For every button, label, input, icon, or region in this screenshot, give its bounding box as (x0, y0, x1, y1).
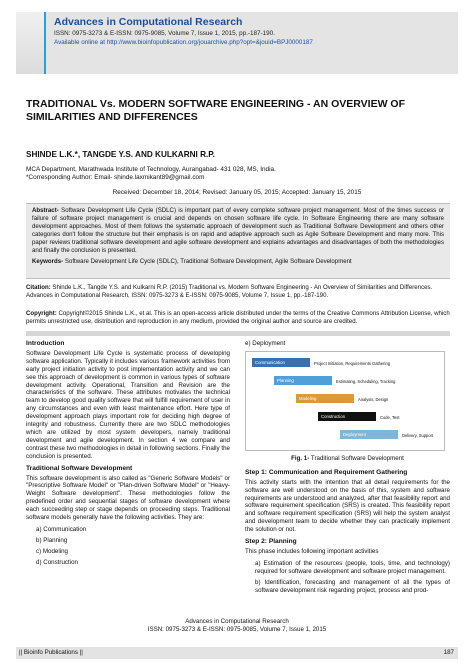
right-column (245, 340, 450, 598)
deployment-item: e) Deployment (245, 340, 286, 347)
waterfall-note: Estimating, Scheduling, Tracking (336, 378, 396, 384)
waterfall-step-deployment: Deployment (340, 430, 398, 439)
abstract-label: Abstract- (32, 207, 59, 214)
abstract-text: Software Development Life Cycle (SDLC) is important part of every complete software project management. Most of the times success or failure of software project management is crucial and depends on chosen software life cycle. In Software Engineering there are many software development approaches. Most of them follows the systematic approach of development such as Traditional Software Development and others other categories don't follow the structure but their emphasis is on rapid and adaptive approach such as Agile Software Development and many more. This paper reviews traditional software development and agile software development and explains advantages and disadvantages of both the methodologies and finally the conclusion is presented. (32, 207, 444, 254)
waterfall-step-modeling: Modeling (296, 394, 354, 403)
journal-online-link[interactable]: Available online at http://www.bioinfopublication.org/jouarchive.php?opt=&jouid=BPJ0000187 (54, 39, 313, 46)
activity-item: a) Communication (36, 525, 87, 533)
copyright-label: Copyright: (26, 310, 57, 317)
waterfall-note: Code, Test (380, 414, 400, 420)
waterfall-note: Delivery, Support (402, 432, 434, 438)
step2-item: b) Identification, forecasting and management of all the types of software development risk regarding project, process and prod- (255, 578, 450, 594)
figure-caption-text: Traditional Software Development (310, 454, 404, 462)
abstract-box (26, 203, 450, 279)
affiliation-line: MCA Department, Marathwada Institute of Technology, Aurangabad- 431 028, MS, India. (26, 166, 276, 173)
journal-issn: ISSN: 0975-3273 & E-ISSN: 0975-9085, Volume 7, Issue 1, 2015, pp.-187-190. (54, 30, 275, 37)
citation (26, 284, 450, 300)
banner-text (46, 12, 458, 74)
author-affiliation (26, 166, 276, 182)
keywords (32, 258, 444, 266)
traditional-text: This software development is also called as "Generic Software Models" or "Prescriptive Software Model" or "Plan-driven Software Model" or "Heavy-Weight Software development". These methodologies follow the predefined order and sequential stages of software development where each succeeding step or stage depends on proceeding steps. Traditional software models generally have the following activities. They are: (26, 474, 230, 522)
waterfall-figure (245, 351, 445, 451)
figure-caption-label: Fig. 1- (291, 454, 310, 462)
intro-text: Software Development Life Cycle is systematic process of developing software application. Typically it includes various framework activities from early project initiation activity to post implementation activity and we can see this approach of development is common in various types of software development activity. Operational, Transition and Revision are the characteristics of the software. These attributes motivates the technical team to develop good quality software that will fulfill requirement of user in any circumstances and even with least maintenance effort. Here type of development approach plays important role for deciding high degree of integrity and robustness. Currently there are two SDLC methodologies which are utilized by most system developers, namely traditional development and agile development. In section 4 we compare and contrast these two methodologies in detail in following sections. Finally the conclusion is presented. (26, 349, 230, 460)
keywords-label: Keywords- (32, 258, 64, 266)
footer-issn: ISSN: 0975-3273 & E-ISSN: 0975-9085, Volume 7, Issue 1, 2015 (147, 626, 327, 633)
banner-logo-strip (16, 12, 46, 74)
waterfall-step-construction: Construction (318, 412, 376, 421)
citation-label: Citation: (26, 284, 51, 291)
waterfall-note: Project Initiation, Requirements Gathering (314, 360, 391, 366)
keywords-text: Software Development Life Cycle (SDLC), Traditional Software Development, Agile Software Development (64, 258, 352, 266)
citation-text: Shinde L.K., Tangde Y.S. and Kulkarni R.P. (2015) Traditional vs. Modern Software Engineering - An Overview of Similarities and Differences. Advances in Computational Research, ISSN: 0975-3273 & E-ISSN: 0975-9085, Volume 7, Issue 1, pp.-187-190. (26, 284, 433, 299)
activity-item: d) Construction (36, 558, 78, 566)
waterfall-note: Analysis, Design (358, 396, 389, 402)
section-divider (26, 331, 450, 336)
article-title: TRADITIONAL Vs. MODERN SOFTWARE ENGINEERING - AN OVERVIEW OF SIMILARITIES AND DIFFERENCES (26, 98, 405, 123)
footer-journal: Advances in Computational Research (185, 618, 289, 625)
traditional-heading: Traditional Software Development (26, 464, 133, 472)
corresponding-author: *Corresponding Author: Email- shinde.laxmikant89@gmail.com (26, 174, 205, 181)
step2-item: a) Estimation of the resources (people, tools, time, and technology) required for software development and software project management. (255, 559, 450, 575)
intro-heading: Introduction (26, 340, 65, 347)
step2-intro: This phase includes following important activities (245, 547, 379, 555)
step2-heading: Step 2: Planning (245, 538, 297, 546)
journal-title: Advances in Computational Research (54, 16, 243, 28)
waterfall-step-planning: Planning (274, 376, 332, 385)
footer-bar (16, 647, 458, 659)
copyright-text: Copyright©2015 Shinde L.K., et al. This is an open-access article distributed under the terms of the Creative Commons Attribution License, which permits unrestricted use, distribution and reproduction in any medium, provided the original author and source are credited. (26, 310, 450, 325)
step1-heading: Step 1: Communication and Requirement Gathering (245, 468, 408, 476)
abstract (32, 207, 444, 254)
waterfall-step-communication: Communication (252, 358, 310, 367)
activity-item: b) Planning (36, 536, 68, 544)
article-dates: Received: December 18, 2014; Revised: January 05, 2015; Accepted: January 15, 2015 (112, 189, 362, 196)
step1-text: This activity starts with the intention that all detail requirements for the software are well understood on the basis of this, system and software requirements are understood and analyzed, after that feasibility report and software requirement specification (SRS) is created. This feasibility report and software requirement specification (SRS) will help the system analyst and development team to decide whether they can practically implement the solution or not. (245, 478, 450, 534)
figure-caption (245, 455, 450, 463)
page-footer (0, 618, 474, 634)
page-number: 187 (443, 649, 454, 656)
article-authors: SHINDE L.K.*, TANGDE Y.S. AND KULKARNI R.P. (26, 150, 215, 159)
footer-publisher: || Bioinfo Publications || (19, 649, 83, 656)
journal-banner (16, 12, 458, 74)
copyright (26, 310, 450, 326)
left-column (26, 340, 230, 570)
activity-item: c) Modeling (36, 547, 68, 555)
